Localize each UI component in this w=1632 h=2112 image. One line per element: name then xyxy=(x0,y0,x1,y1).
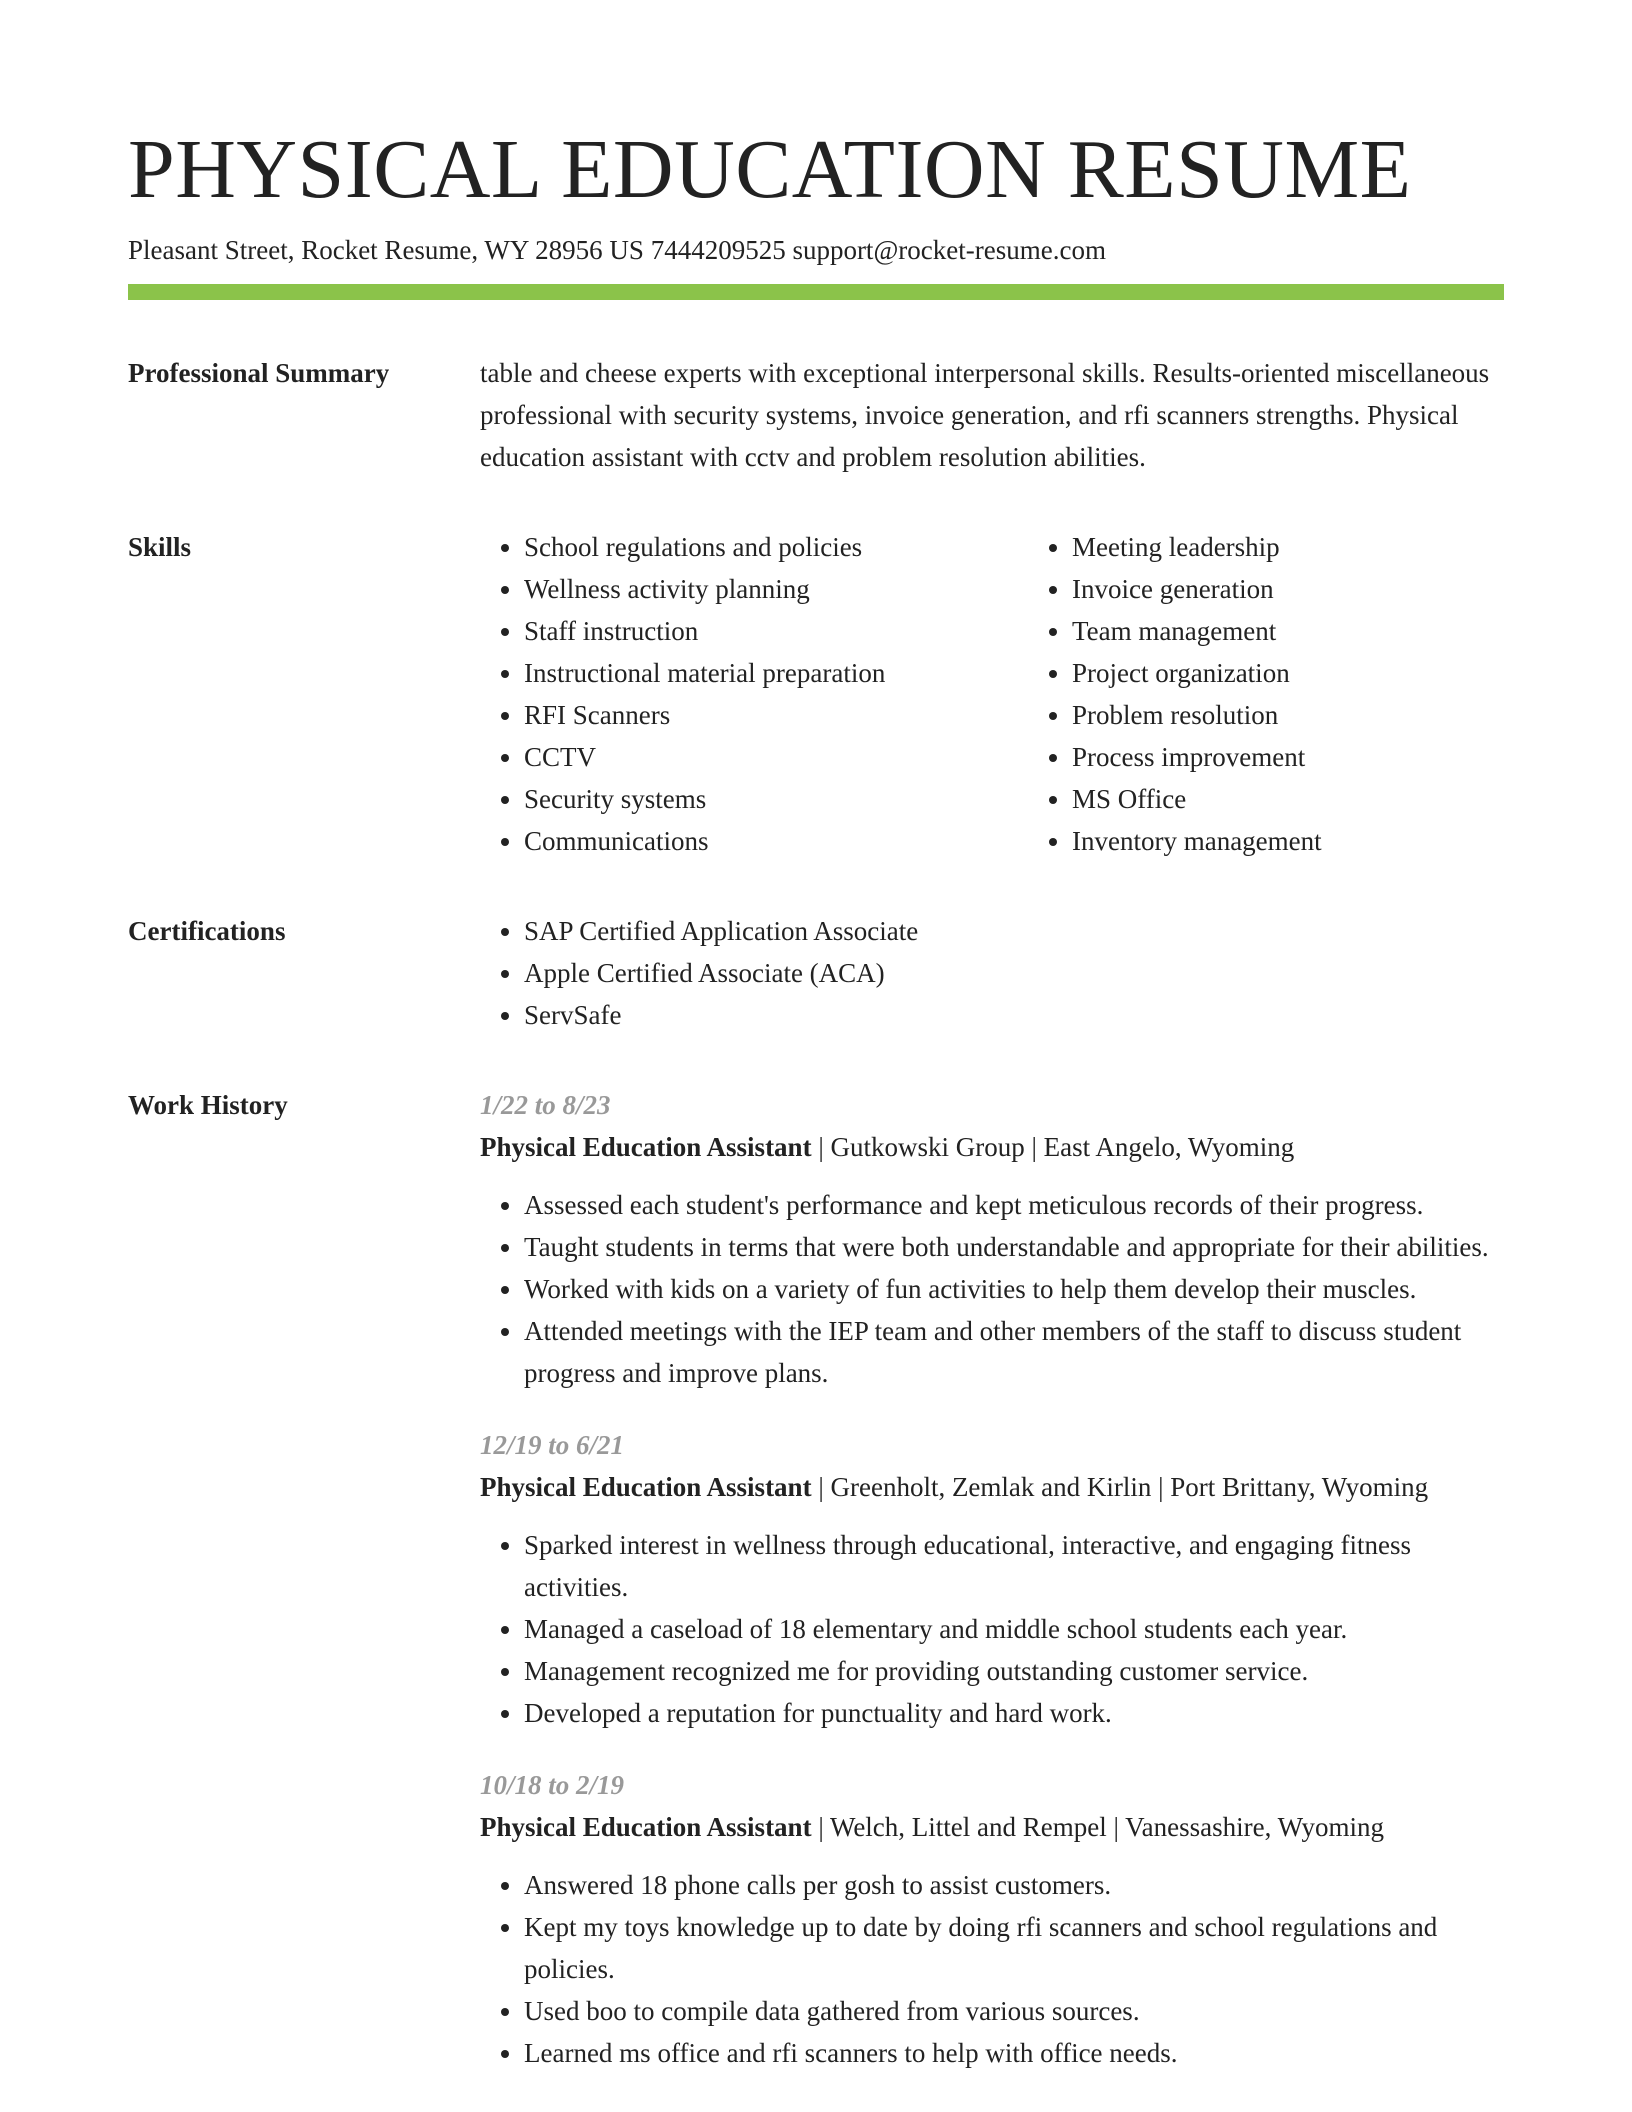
job-bullet: • Answered 18 phone calls per gosh to assist customers. xyxy=(524,1864,1504,1906)
skill-item: • Inventory management xyxy=(1072,820,1504,862)
job-heading xyxy=(480,1466,1504,1508)
job-bullet: • Attended meetings with the IEP team and other members of the staff to discuss student progress and improve plans. xyxy=(524,1310,1504,1394)
job-bullet: • Worked with kids on a variety of fun activities to help them develop their muscles. xyxy=(524,1268,1504,1310)
job-dates: 1/22 to 8/23 xyxy=(480,1090,611,1120)
job-dates: 10/18 to 2/19 xyxy=(480,1770,625,1800)
job-bullet: • Sparked interest in wellness through educational, interactive, and engaging fitness activities. xyxy=(524,1524,1504,1608)
job-heading xyxy=(480,1806,1504,1848)
work-history-section xyxy=(128,1084,1504,2074)
skill-item: • Team management xyxy=(1072,610,1504,652)
skill-item: • School regulations and policies xyxy=(524,526,1028,568)
job-bullet: • Taught students in terms that were both understandable and appropriate for their abilities. xyxy=(524,1226,1504,1268)
certification-item: • ServSafe xyxy=(524,994,1504,1036)
job-bullet: • Management recognized me for providing outstanding customer service. xyxy=(524,1650,1504,1692)
job-bullet: • Developed a reputation for punctuality and hard work. xyxy=(524,1692,1504,1734)
certifications-list xyxy=(480,910,1504,1036)
skill-item: • Process improvement xyxy=(1072,736,1504,778)
skill-item: • Communications xyxy=(524,820,1028,862)
certification-item: • Apple Certified Associate (ACA) xyxy=(524,952,1504,994)
job-bullet: • Learned ms office and rfi scanners to help with office needs. xyxy=(524,2032,1504,2074)
skills-list-left xyxy=(480,526,1028,862)
work-history-heading: Work History xyxy=(128,1090,288,1120)
job-details: | Greenholt, Zemlak and Kirlin | Port Brittany, Wyoming xyxy=(811,1472,1429,1502)
skills-section xyxy=(128,526,1504,862)
job-entry xyxy=(480,1084,1504,1394)
job-bullet: • Managed a caseload of 18 elementary and middle school students each year. xyxy=(524,1608,1504,1650)
skill-item: • Security systems xyxy=(524,778,1028,820)
skill-item: • Instructional material preparation xyxy=(524,652,1028,694)
skill-item: • Invoice generation xyxy=(1072,568,1504,610)
skills-heading: Skills xyxy=(128,532,192,562)
skill-item: • Problem resolution xyxy=(1072,694,1504,736)
contact-email: support@rocket-resume.com xyxy=(792,235,1106,265)
summary-text: table and cheese experts with exceptional interpersonal skills. Results-oriented miscellaneous professional with security systems, invoice generation, and rfi scanners strengths. Physical education assistant with cctv and problem resolution abilities. xyxy=(480,358,1490,472)
skills-list-right xyxy=(1028,526,1504,862)
job-entry xyxy=(480,1424,1504,1734)
skill-item: • Meeting leadership xyxy=(1072,526,1504,568)
skill-item: • CCTV xyxy=(524,736,1028,778)
job-heading xyxy=(480,1126,1504,1168)
certifications-heading: Certifications xyxy=(128,916,286,946)
skill-item: • RFI Scanners xyxy=(524,694,1028,736)
job-title: Physical Education Assistant xyxy=(480,1812,812,1842)
job-dates: 12/19 to 6/21 xyxy=(480,1430,625,1460)
skill-item: • Staff instruction xyxy=(524,610,1028,652)
resume-page xyxy=(128,118,1504,2074)
summary-heading: Professional Summary xyxy=(128,358,390,388)
job-bullets xyxy=(480,1524,1504,1734)
certification-item: • SAP Certified Application Associate xyxy=(524,910,1504,952)
skill-item: • Wellness activity planning xyxy=(524,568,1028,610)
skill-item: • MS Office xyxy=(1072,778,1504,820)
summary-section xyxy=(128,352,1504,478)
job-bullets xyxy=(480,1184,1504,1394)
job-details: | Welch, Littel and Rempel | Vanessashire, Wyoming xyxy=(811,1812,1384,1842)
certifications-body xyxy=(480,910,1504,1036)
contact-address: Pleasant Street, Rocket Resume, WY 28956 US xyxy=(128,235,644,265)
job-bullet: • Kept my toys knowledge up to date by doing rfi scanners and school regulations and policies. xyxy=(524,1906,1504,1990)
contact-phone: 7444209525 xyxy=(650,235,786,265)
job-bullets xyxy=(480,1864,1504,2074)
contact-line xyxy=(128,232,1504,268)
job-entry xyxy=(480,1764,1504,2074)
job-details: | Gutkowski Group | East Angelo, Wyoming xyxy=(811,1132,1295,1162)
job-bullet: • Used boo to compile data gathered from various sources. xyxy=(524,1990,1504,2032)
resume-title: PHYSICAL EDUCATION RESUME xyxy=(128,123,1412,216)
skill-item: • Project organization xyxy=(1072,652,1504,694)
job-bullet: • Assessed each student's performance and kept meticulous records of their progress. xyxy=(524,1184,1504,1226)
job-title: Physical Education Assistant xyxy=(480,1472,812,1502)
job-title: Physical Education Assistant xyxy=(480,1132,812,1162)
skills-body xyxy=(480,526,1504,862)
summary-body xyxy=(480,352,1504,478)
certifications-section xyxy=(128,910,1504,1036)
header-divider xyxy=(128,284,1504,300)
work-history-body xyxy=(480,1084,1504,2074)
